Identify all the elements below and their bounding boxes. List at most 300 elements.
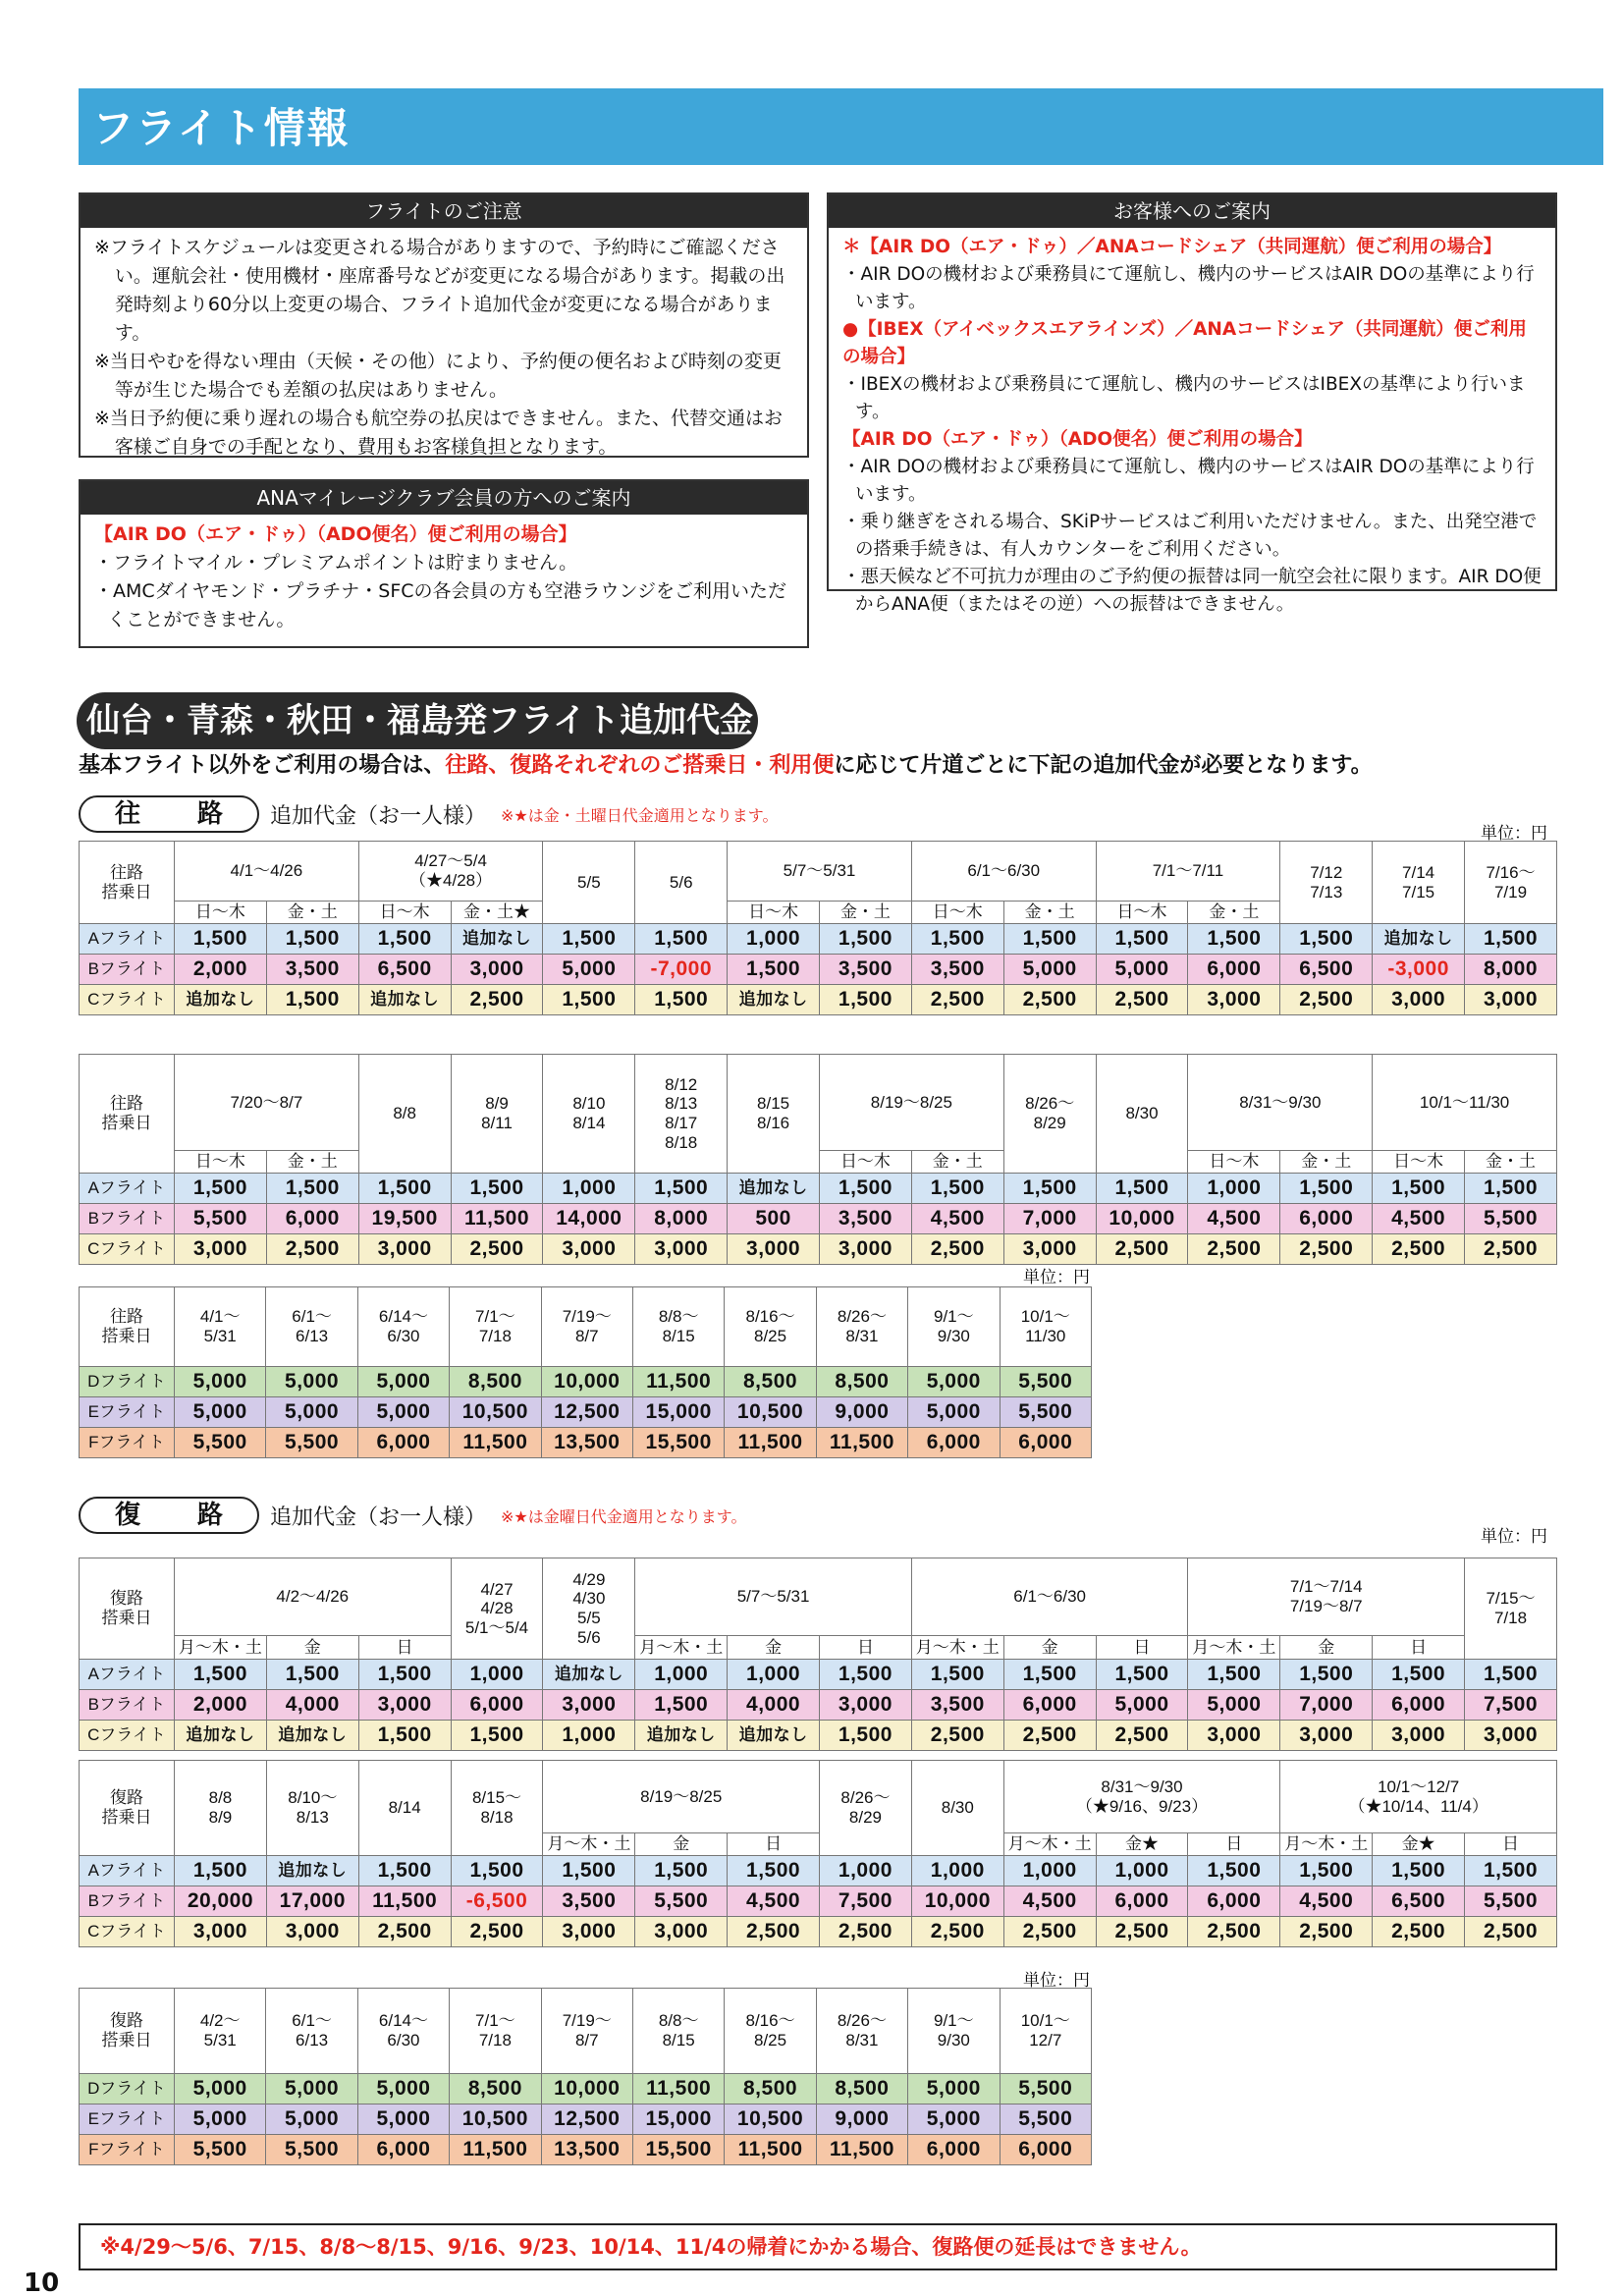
price-cell: 2,500	[1188, 1917, 1280, 1947]
price-cell: 1,500	[1280, 924, 1373, 955]
inbound-note: ※★は金曜日代金適用となります。	[501, 1507, 747, 1526]
price-cell: 1,500	[1373, 1856, 1465, 1886]
price-cell: 1,500	[266, 985, 358, 1015]
outbound-table-2	[79, 1054, 1557, 1265]
day-subheader: 日	[1096, 1636, 1188, 1660]
price-cell: 1,500	[175, 1174, 267, 1204]
period-header: 8/31〜9/30 （★9/16、9/23）	[1003, 1761, 1280, 1833]
price-cell: 6,000	[357, 1428, 449, 1458]
price-cell: 1,500	[266, 1660, 358, 1690]
notice-line: ※フライトスケジュールは変更される場合がありますので、予約時にご確認ください。運航会社・使用機材・座席番号などが変更になる場合があります。掲載の出発時刻より60分以上変更の場合、フライト追加代金が変更になる場合があります。	[94, 237, 785, 344]
price-cell: 11,500	[450, 2135, 541, 2165]
period-header: 7/1〜7/14 7/19〜8/7	[1188, 1558, 1465, 1636]
price-cell: 11,500	[358, 1886, 451, 1917]
price-cell: 3,000	[358, 1234, 451, 1265]
unit-label: 単位：円	[1481, 1527, 1547, 1547]
price-cell: 2,500	[1280, 985, 1373, 1015]
price-cell: 5,500	[1000, 2074, 1091, 2105]
price-cell: 2,500	[1003, 1917, 1096, 1947]
price-cell: 5,500	[175, 1428, 266, 1458]
guide-line: ・IBEXの機材および乗務員にて運航し、機内のサービスはIBEXの基準により行います。	[842, 374, 1526, 422]
period-header: 6/1〜6/30	[911, 842, 1096, 902]
price-cell: 6,000	[266, 1204, 358, 1234]
price-cell: 1,000	[1003, 1856, 1096, 1886]
period-header: 8/15 8/16	[728, 1055, 820, 1174]
day-subheader: 金・土	[266, 902, 358, 924]
price-cell: 6,000	[357, 2135, 449, 2165]
row-label: Fフライト	[80, 2135, 175, 2165]
price-cell: 5,000	[1096, 1690, 1188, 1721]
day-subheader: 日〜木	[175, 902, 267, 924]
price-cell: 2,000	[175, 955, 267, 985]
price-cell: 2,500	[911, 1721, 1003, 1751]
price-cell: 1,500	[820, 1174, 912, 1204]
period-header: 8/26〜 8/31	[816, 1287, 907, 1367]
price-cell: 3,000	[358, 1690, 451, 1721]
period-header: 8/19〜8/25	[543, 1761, 820, 1833]
price-cell: 6,000	[1000, 1428, 1091, 1458]
price-cell: 5,500	[1000, 2105, 1091, 2135]
day-subheader: 日	[1188, 1833, 1280, 1856]
price-cell: 1,500	[1188, 1660, 1280, 1690]
mileage-club-box	[79, 479, 809, 648]
price-cell: 13,500	[541, 2135, 632, 2165]
day-subheader: 金★	[1373, 1833, 1465, 1856]
price-cell: 6,000	[908, 1428, 1000, 1458]
price-cell: 1,500	[820, 1660, 912, 1690]
price-cell: 8,500	[450, 2074, 541, 2105]
price-cell: 10,500	[450, 2105, 541, 2135]
price-cell: 7,500	[1465, 1690, 1557, 1721]
price-cell: 8,500	[725, 1367, 816, 1397]
price-cell: 11,500	[725, 1428, 816, 1458]
day-subheader: 金	[266, 1636, 358, 1660]
price-cell: 4,000	[266, 1690, 358, 1721]
price-cell: 5,000	[357, 1397, 449, 1428]
price-cell: 11,500	[632, 2074, 724, 2105]
price-cell: 5,000	[175, 2105, 266, 2135]
price-cell: 4,500	[1003, 1886, 1096, 1917]
price-cell: 1,500	[1096, 1174, 1188, 1204]
price-cell: 3,000	[820, 1234, 912, 1265]
price-cell: 8,000	[1465, 955, 1557, 985]
period-header: 4/29 4/30 5/5 5/6	[543, 1558, 635, 1660]
price-cell: 11,500	[725, 2135, 816, 2165]
price-cell: 3,000	[820, 1690, 912, 1721]
guide-line: ・AIR DOの機材および乗務員にて運航し、機内のサービスはAIR DOの基準により行います。	[842, 264, 1535, 312]
section-description	[79, 748, 1373, 779]
price-cell: 5,500	[175, 1204, 267, 1234]
outbound-table-3	[79, 1286, 1092, 1458]
price-cell: 3,500	[820, 955, 912, 985]
day-subheader: 日〜木	[1096, 902, 1188, 924]
price-cell: 5,000	[266, 1367, 357, 1397]
price-cell: 2,500	[1280, 1917, 1373, 1947]
price-cell: 500	[728, 1204, 820, 1234]
price-cell: 6,000	[1280, 1204, 1373, 1234]
price-cell: 2,500	[911, 1234, 1003, 1265]
period-header: 7/1〜 7/18	[450, 1989, 541, 2074]
desc-emphasis: 往路、復路それぞれのご搭乗日・利用便	[445, 753, 835, 778]
price-cell: 1,500	[728, 1856, 820, 1886]
price-cell: 追加なし	[635, 1721, 728, 1751]
day-subheader: 月〜木・土	[1003, 1833, 1096, 1856]
period-header: 7/14 7/15	[1373, 842, 1465, 924]
price-cell: 8,500	[725, 2074, 816, 2105]
price-cell: 15,500	[632, 2135, 724, 2165]
period-header: 8/19〜8/25	[820, 1055, 1004, 1151]
period-header: 5/7〜5/31	[635, 1558, 912, 1636]
period-header: 5/6	[635, 842, 728, 924]
price-cell: 14,000	[543, 1204, 635, 1234]
period-header: 8/16〜 8/25	[725, 1287, 816, 1367]
day-subheader: 日	[358, 1636, 451, 1660]
day-subheader: 日〜木	[820, 1151, 912, 1174]
day-subheader: 日〜木	[358, 902, 451, 924]
inbound-label: 追加代金（お一人様）	[270, 1505, 487, 1530]
price-cell: 2,500	[1280, 1234, 1373, 1265]
price-cell: 4,500	[728, 1886, 820, 1917]
price-cell: -3,000	[1373, 955, 1465, 985]
price-cell: 6,000	[1003, 1690, 1096, 1721]
price-cell: 1,500	[1373, 1660, 1465, 1690]
price-cell: 3,000	[728, 1234, 820, 1265]
price-cell: 1,500	[911, 1174, 1003, 1204]
row-label: Cフライト	[80, 985, 175, 1015]
notice-line: ※当日やむを得ない理由（天候・その他）により、予約便の便名および時刻の変更等が生じた場合でも差額の払戻はありません。	[94, 351, 782, 401]
price-cell: 10,000	[541, 2074, 632, 2105]
price-cell: 追加なし	[358, 985, 451, 1015]
day-subheader: 日〜木	[911, 902, 1003, 924]
price-cell: 12,500	[541, 2105, 632, 2135]
price-cell: 2,500	[1096, 1721, 1188, 1751]
day-subheader: 金	[1003, 1636, 1096, 1660]
price-cell: 1,500	[635, 924, 728, 955]
row-label: 往路 搭乗日	[80, 842, 175, 924]
day-subheader: 金	[728, 1636, 820, 1660]
price-cell: 3,000	[451, 955, 543, 985]
price-cell: 1,500	[1280, 1660, 1373, 1690]
price-cell: 4,500	[1280, 1886, 1373, 1917]
day-subheader: 金・土	[266, 1151, 358, 1174]
price-cell: 1,500	[1280, 1856, 1373, 1886]
price-cell: 1,500	[728, 955, 820, 985]
mileage-club-title: ANAマイレージクラブ会員の方へのご案内	[81, 481, 807, 515]
price-cell: 3,000	[543, 1234, 635, 1265]
unit-label: 単位：円	[1023, 1971, 1090, 1991]
period-header: 10/1〜12/7 （★10/14、11/4）	[1280, 1761, 1557, 1833]
price-cell: 5,000	[357, 2105, 449, 2135]
period-header: 10/1〜 12/7	[1000, 1989, 1091, 2074]
price-cell: 3,500	[543, 1886, 635, 1917]
price-cell: 5,000	[175, 1367, 266, 1397]
price-cell: 4,500	[911, 1204, 1003, 1234]
period-header: 5/5	[543, 842, 635, 924]
inbound-table-1	[79, 1558, 1557, 1751]
price-cell: 10,000	[541, 1367, 632, 1397]
price-cell: 1,500	[820, 924, 912, 955]
price-cell: 8,500	[816, 1367, 907, 1397]
price-cell: 5,000	[266, 1397, 357, 1428]
price-cell: 2,500	[1373, 1917, 1465, 1947]
period-header: 10/1〜 11/30	[1000, 1287, 1091, 1367]
period-header: 9/1〜 9/30	[908, 1989, 1000, 2074]
day-subheader: 月〜木・土	[635, 1636, 728, 1660]
period-header: 8/31〜9/30	[1188, 1055, 1373, 1151]
day-subheader: 月〜木・土	[543, 1833, 635, 1856]
day-subheader: 日	[820, 1636, 912, 1660]
price-cell: 3,000	[1188, 985, 1280, 1015]
price-cell: 5,000	[357, 2074, 449, 2105]
price-cell: 8,500	[816, 2074, 907, 2105]
guide-heading: 【AIR DO（エア・ドゥ）（ADO便名）便ご利用の場合】	[842, 429, 1313, 450]
title-banner	[79, 88, 1603, 165]
price-cell: 3,500	[911, 955, 1003, 985]
price-cell: 5,000	[1188, 1690, 1280, 1721]
price-cell: 5,500	[175, 2135, 266, 2165]
price-cell: 2,500	[1003, 1721, 1096, 1751]
price-cell: 2,500	[820, 1917, 912, 1947]
row-label: Bフライト	[80, 1204, 175, 1234]
desc-part: に応じて片道ごとに下記の追加代金が必要となります。	[834, 753, 1373, 778]
price-cell: 3,000	[175, 1234, 267, 1265]
day-subheader: 日〜木	[175, 1151, 267, 1174]
price-cell: 5,000	[908, 2105, 1000, 2135]
period-header: 8/30	[911, 1761, 1003, 1856]
price-cell: 17,000	[266, 1886, 358, 1917]
price-cell: 5,500	[266, 2135, 357, 2165]
period-header: 4/27〜5/4 （★4/28）	[358, 842, 543, 902]
period-header: 8/10〜 8/13	[266, 1761, 358, 1856]
price-cell: 追加なし	[175, 985, 267, 1015]
row-label: 復路 搭乗日	[80, 1761, 175, 1856]
row-label: 往路 搭乗日	[80, 1287, 175, 1367]
row-label: Dフライト	[80, 1367, 175, 1397]
price-cell: 2,500	[1465, 1917, 1557, 1947]
inbound-table-2	[79, 1760, 1557, 1947]
mileage-heading: 【AIR DO（エア・ドゥ）（ADO便名）便ご利用の場合】	[94, 523, 577, 545]
period-header: 5/7〜5/31	[728, 842, 912, 902]
price-cell: 2,500	[1096, 1917, 1188, 1947]
price-cell: 2,500	[911, 985, 1003, 1015]
price-cell: 5,000	[908, 1367, 1000, 1397]
day-subheader: 金・土	[1003, 902, 1096, 924]
price-cell: 2,000	[175, 1690, 267, 1721]
period-header: 8/9 8/11	[451, 1055, 543, 1174]
price-cell: 1,500	[175, 1660, 267, 1690]
price-cell: 5,000	[1096, 955, 1188, 985]
price-cell: 追加なし	[728, 985, 820, 1015]
day-subheader: 金・土	[1280, 1151, 1373, 1174]
price-cell: 10,500	[725, 2105, 816, 2135]
price-cell: 1,000	[1096, 1856, 1188, 1886]
price-cell: 1,500	[1003, 1660, 1096, 1690]
page-number: 10	[24, 2269, 60, 2296]
price-cell: 3,000	[635, 1917, 728, 1947]
period-header: 6/1〜 6/13	[266, 1989, 357, 2074]
period-header: 7/20〜8/7	[175, 1055, 359, 1151]
unit-label: 単位：円	[1023, 1268, 1090, 1287]
desc-part: 基本フライト以外をご利用の場合は、	[79, 753, 446, 778]
inbound-table-3	[79, 1988, 1092, 2165]
day-subheader: 金	[1280, 1636, 1373, 1660]
row-label: Aフライト	[80, 1174, 175, 1204]
price-cell: 2,500	[451, 1917, 543, 1947]
price-cell: 7,000	[1280, 1690, 1373, 1721]
price-cell: 1,500	[820, 1721, 912, 1751]
day-subheader: 金・土★	[451, 902, 543, 924]
price-cell: 2,500	[1465, 1234, 1557, 1265]
day-subheader: 日	[728, 1833, 820, 1856]
price-cell: 2,500	[1003, 985, 1096, 1015]
price-cell: 5,000	[357, 1367, 449, 1397]
period-header: 7/15〜 7/18	[1465, 1558, 1557, 1660]
price-cell: 3,000	[1465, 1721, 1557, 1751]
price-cell: 3,000	[1373, 1721, 1465, 1751]
row-label: Aフライト	[80, 1856, 175, 1886]
price-cell: 19,500	[358, 1204, 451, 1234]
price-cell: 5,000	[1003, 955, 1096, 985]
price-cell: 追加なし	[266, 1856, 358, 1886]
inbound-pill: 復 路	[79, 1497, 259, 1534]
price-cell: 1,000	[1188, 1174, 1280, 1204]
price-cell: 8,000	[635, 1204, 728, 1234]
period-header: 4/1〜 5/31	[175, 1287, 266, 1367]
price-cell: 7,500	[820, 1886, 912, 1917]
period-header: 9/1〜 9/30	[908, 1287, 1000, 1367]
price-cell: 5,500	[1000, 1367, 1091, 1397]
price-cell: 2,500	[1373, 1234, 1465, 1265]
period-header: 4/27 4/28 5/1〜5/4	[451, 1558, 543, 1660]
price-cell: 3,000	[1003, 1234, 1096, 1265]
price-cell: 6,000	[1373, 1690, 1465, 1721]
customer-guide-title: お客様へのご案内	[829, 194, 1555, 228]
period-header: 8/14	[358, 1761, 451, 1856]
price-cell: 追加なし	[175, 1721, 267, 1751]
period-header: 8/8〜 8/15	[632, 1989, 724, 2074]
guide-line: ・悪天候など不可抗力が理由のご予約便の振替は同一航空会社に限ります。AIR DO便からANA便（またはその逆）への振替はできません。	[842, 567, 1542, 615]
price-cell: 6,500	[1280, 955, 1373, 985]
day-subheader: 日〜木	[728, 902, 820, 924]
price-cell: 1,500	[635, 1174, 728, 1204]
day-subheader: 金	[635, 1833, 728, 1856]
period-header: 4/1〜4/26	[175, 842, 359, 902]
day-subheader: 日	[1465, 1833, 1557, 1856]
row-label: Eフライト	[80, 2105, 175, 2135]
price-cell: 9,000	[816, 2105, 907, 2135]
price-cell: 3,000	[543, 1690, 635, 1721]
price-cell: 5,500	[635, 1886, 728, 1917]
mileage-line: ・AMCダイヤモンド・プラチナ・SFCの各会員の方も空港ラウンジをご利用いただくことができません。	[94, 580, 787, 630]
guide-line: ・AIR DOの機材および乗務員にて運航し、機内のサービスはAIR DOの基準により行います。	[842, 457, 1535, 505]
price-cell: 2,500	[728, 1917, 820, 1947]
day-subheader: 月〜木・土	[175, 1636, 267, 1660]
price-cell: 3,000	[1465, 985, 1557, 1015]
price-cell: 3,000	[635, 1234, 728, 1265]
price-cell: 8,500	[450, 1367, 541, 1397]
day-subheader: 日〜木	[1188, 1151, 1280, 1174]
row-label: Fフライト	[80, 1428, 175, 1458]
price-cell: 6,000	[1188, 955, 1280, 985]
period-header: 7/19〜 8/7	[541, 1989, 632, 2074]
row-label: Bフライト	[80, 955, 175, 985]
price-cell: 9,000	[816, 1397, 907, 1428]
price-cell: 1,500	[543, 924, 635, 955]
price-cell: 5,500	[1465, 1886, 1557, 1917]
price-cell: 20,000	[175, 1886, 267, 1917]
price-cell: 5,000	[175, 1397, 266, 1428]
price-cell: 5,000	[266, 2074, 357, 2105]
price-cell: 1,500	[1465, 1660, 1557, 1690]
price-cell: 1,500	[911, 1660, 1003, 1690]
price-cell: 2,500	[1096, 985, 1188, 1015]
price-cell: 11,500	[632, 1367, 724, 1397]
price-cell: 4,500	[1373, 1204, 1465, 1234]
footnote: ※4/29〜5/6、7/15、8/8〜8/15、9/16、9/23、10/14、11/4の帰着にかかる場合、復路便の延長はできません。	[79, 2223, 1557, 2270]
period-header: 4/2〜 5/31	[175, 1989, 266, 2074]
price-cell: 1,500	[1188, 924, 1280, 955]
period-header: 8/8〜 8/15	[632, 1287, 724, 1367]
day-subheader: 金★	[1096, 1833, 1188, 1856]
day-subheader: 月〜木・土	[1188, 1636, 1280, 1660]
day-subheader: 日	[1373, 1636, 1465, 1660]
price-cell: 5,500	[266, 1428, 357, 1458]
price-cell: 6,000	[1096, 1886, 1188, 1917]
price-cell: 11,500	[450, 1428, 541, 1458]
outbound-table-1	[79, 841, 1557, 1015]
price-cell: 1,500	[1096, 1660, 1188, 1690]
price-cell: 1,000	[728, 1660, 820, 1690]
price-cell: 2,500	[911, 1917, 1003, 1947]
day-subheader: 金・土	[911, 1151, 1003, 1174]
period-header: 6/14〜 6/30	[357, 1989, 449, 2074]
price-cell: 1,500	[1280, 1174, 1373, 1204]
price-cell: 追加なし	[728, 1721, 820, 1751]
price-cell: 1,500	[1465, 1856, 1557, 1886]
row-label: Cフライト	[80, 1917, 175, 1947]
day-subheader: 金・土	[820, 902, 912, 924]
price-cell: 1,500	[1188, 1856, 1280, 1886]
price-cell: 1,500	[635, 1856, 728, 1886]
price-cell: 10,500	[450, 1397, 541, 1428]
price-cell: 1,500	[358, 1856, 451, 1886]
period-header: 4/2〜4/26	[175, 1558, 452, 1636]
period-header: 8/12 8/13 8/17 8/18	[635, 1055, 728, 1174]
guide-line: ・乗り継ぎをされる場合、SKiPサービスはご利用いただけません。また、出発空港での搭乗手続きは、有人カウンターをご利用ください。	[842, 512, 1538, 560]
period-header: 6/1〜 6/13	[266, 1287, 357, 1367]
price-cell: 3,000	[266, 1917, 358, 1947]
row-label: Dフライト	[80, 2074, 175, 2105]
period-header: 8/16〜 8/25	[725, 1989, 816, 2074]
price-cell: 1,500	[635, 985, 728, 1015]
price-cell: 11,500	[451, 1204, 543, 1234]
price-cell: 5,500	[1465, 1204, 1557, 1234]
period-header: 6/1〜6/30	[911, 1558, 1188, 1636]
price-cell: 12,500	[541, 1397, 632, 1428]
price-cell: 1,500	[1465, 924, 1557, 955]
price-cell: 追加なし	[266, 1721, 358, 1751]
price-cell: 15,000	[632, 1397, 724, 1428]
row-label: Bフライト	[80, 1690, 175, 1721]
price-cell: 1,500	[358, 1174, 451, 1204]
period-header: 10/1〜11/30	[1373, 1055, 1557, 1151]
period-header: 6/14〜 6/30	[357, 1287, 449, 1367]
price-cell: 1,500	[543, 1856, 635, 1886]
row-label: Aフライト	[80, 1660, 175, 1690]
price-cell: 2,500	[266, 1234, 358, 1265]
price-cell: 追加なし	[1373, 924, 1465, 955]
price-cell: 6,500	[358, 955, 451, 985]
